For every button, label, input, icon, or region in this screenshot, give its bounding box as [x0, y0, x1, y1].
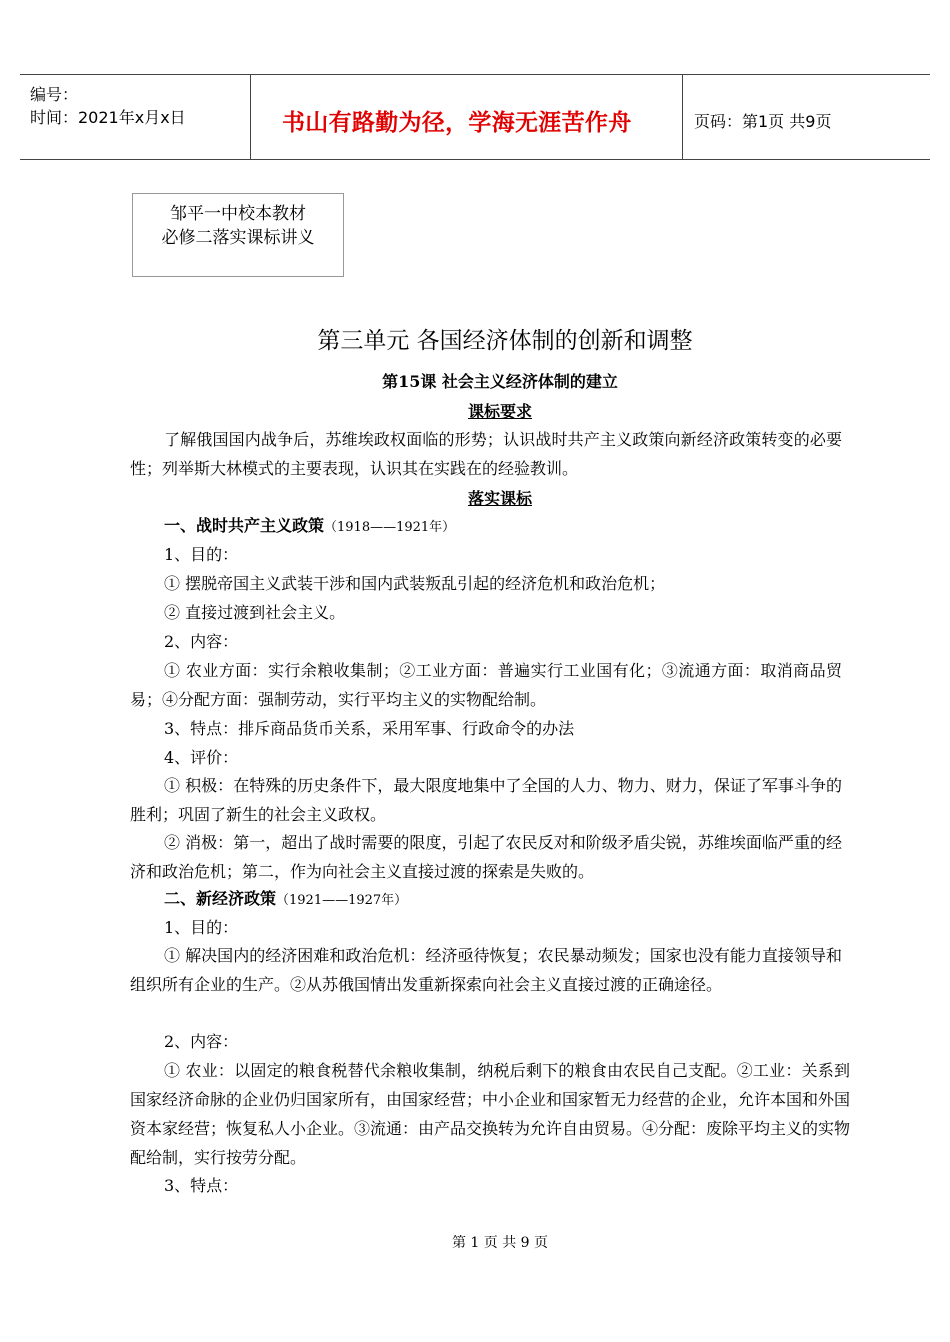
- part2-heading: [130, 884, 842, 915]
- part2-heading-text: 二、新经济政策: [164, 889, 277, 908]
- page-info: 页码：第1页 共9页: [694, 112, 832, 131]
- page-footer: 第 1 页 共 9 页: [451, 1235, 549, 1251]
- part2-feature-label: 3、特点：: [164, 1176, 239, 1195]
- number-label: 编号：: [30, 85, 79, 104]
- part1-heading-text: 一、战时共产主义政策: [164, 516, 325, 535]
- box-line-2: 必修二落实课标讲义: [161, 228, 315, 248]
- textbook-label-box: [132, 193, 344, 277]
- time-label: 时间：2021年x月x日: [30, 108, 186, 127]
- part2-content-text: ① 农业：以固定的粮食税替代余粮收集制，纳税后剩下的粮食由农民自己支配。②工业：关系到国家经济命脉的企业仍归国家所有，由国家经营；中小企业和国家暂无力经营的企业，允许本国和外国资本家经营；恢复私人小企业。③流通：由产品交换转为允许自由贸易。④分配：废除平均主义的实物配给制，实行按劳分配。: [130, 1061, 851, 1167]
- part2-years: （1921——1927年）: [276, 893, 408, 908]
- box-line-1: 邹平一中校本教材: [170, 204, 306, 224]
- lesson-title: 第15课 社会主义经济体制的建立: [382, 372, 618, 391]
- part1-content-label: 2、内容：: [164, 632, 239, 651]
- part2-goal-text: ① 解决国内的经济困难和政治危机：经济亟待恢复；农民暴动频发；国家也没有能力直接领导和组织所有企业的生产。②从苏俄国情出发重新探索向社会主义直接过渡的正确途径。: [130, 946, 842, 994]
- requirements-text: 了解俄国国内战争后，苏维埃政权面临的形势；认识战时共产主义政策向新经济政策转变的必要性；列举斯大林模式的主要表现，认识其在实践在的经验教训。: [130, 430, 842, 478]
- part1-goal-1: ① 摆脱帝国主义武装干涉和国内武装叛乱引起的经济危机和政治危机；: [164, 574, 666, 593]
- part1-goal-2: ② 直接过渡到社会主义。: [164, 603, 346, 622]
- page-header: [20, 74, 930, 160]
- requirements-title: 课标要求: [467, 402, 532, 421]
- part1-content-text: ① 农业方面：实行余粮收集制；②工业方面：普遍实行工业国有化；③流通方面：取消商品贸易；④分配方面：强制劳动，实行平均主义的实物配给制。: [130, 661, 842, 709]
- header-meta: [30, 83, 186, 129]
- part1-eval-label: 4、评价：: [164, 748, 239, 767]
- motto: 书山有路勤为径，学海无涯苦作舟: [282, 110, 632, 136]
- part2-content-label: 2、内容：: [164, 1032, 239, 1051]
- part1-goal-label: 1、目的：: [164, 545, 239, 564]
- part1-eval-positive: ① 积极：在特殊的历史条件下，最大限度地集中了全国的人力、物力、财力，保证了军事斗争的胜利；巩固了新生的社会主义政权。: [130, 776, 842, 824]
- part1-eval-negative: ② 消极：第一，超出了战时需要的限度，引起了农民反对和阶级矛盾尖锐，苏维埃面临严重的经济和政治危机；第二，作为向社会主义直接过渡的探索是失败的。: [130, 833, 842, 881]
- unit-title: 第三单元 各国经济体制的创新和调整: [317, 328, 693, 354]
- part2-goal-label: 1、目的：: [164, 918, 239, 937]
- implement-title: 落实课标: [467, 489, 532, 508]
- header-divider: [250, 75, 251, 159]
- part1-years: （1918——1921年）: [324, 520, 456, 535]
- part1-heading: [130, 511, 842, 542]
- part1-feature: 3、特点：排斥商品货币关系，采用军事、行政命令的办法: [164, 719, 575, 738]
- header-divider: [682, 75, 683, 159]
